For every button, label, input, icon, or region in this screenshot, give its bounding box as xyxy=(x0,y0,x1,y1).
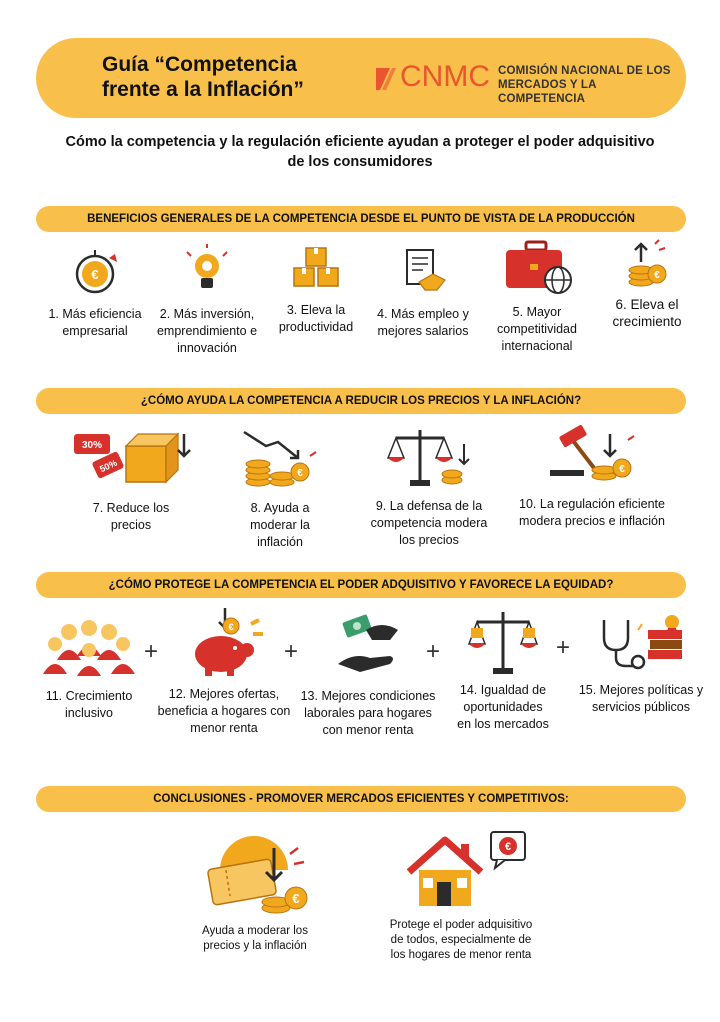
conclusion-label-1a: Ayuda a moderar los xyxy=(202,925,308,937)
logo-name xyxy=(498,64,674,106)
prices-label-9a: 9. La defensa de la xyxy=(375,499,483,513)
section-heading-prices: ¿CÓMO AYUDA LA COMPETENCIA A REDUCIR LOS PRECIOS Y LA INFLACIÓN? xyxy=(36,388,686,414)
plus-sign-4: + xyxy=(556,634,571,661)
benefit-label-4a: 4. Más empleo y xyxy=(377,307,469,321)
benefit-label-2a: 2. Más inversión, xyxy=(159,307,255,321)
conclusion-item-1 xyxy=(180,826,330,954)
header-banner xyxy=(36,38,686,118)
equity-label-15a: 15. Mejores políticas y xyxy=(578,683,704,697)
prices-label-8a: 8. Ayuda a xyxy=(250,501,310,515)
plus-sign-2: + xyxy=(284,638,299,665)
equity-label-14b: oportunidades xyxy=(463,700,543,714)
prices-label-7a: 7. Reduce los xyxy=(92,501,170,515)
benefit-label-5b: competitividad xyxy=(497,322,577,336)
svg-text:€: € xyxy=(619,464,625,475)
benefit-label-1a: 1. Más eficiencia xyxy=(48,307,142,321)
logo-name-line1: COMISIÓN NACIONAL DE LOS xyxy=(498,65,671,77)
plus-sign-3: + xyxy=(426,638,441,665)
prices-label-9c: los precios xyxy=(399,533,459,547)
equity-label-11b: inclusivo xyxy=(65,706,113,720)
benefit-label-3b: productividad xyxy=(278,320,354,334)
equity-item-13 xyxy=(298,612,441,739)
section-heading-conclusions: CONCLUSIONES - PROMOVER MERCADOS EFICIENTES Y COMPETITIVOS: xyxy=(36,786,686,812)
benefit-label-2c: innovación xyxy=(177,341,237,355)
benefit-item-2 xyxy=(148,244,266,357)
prices-item-7 xyxy=(56,426,206,534)
equity-label-15b: servicios públicos xyxy=(592,700,690,714)
svg-text:€: € xyxy=(297,468,303,479)
plus-sign-1: + xyxy=(144,638,159,665)
equity-item-15 xyxy=(574,610,708,716)
benefit-label-6a: 6. Eleva el xyxy=(615,297,679,312)
discount-tag-30: 30% xyxy=(81,440,103,451)
house-euro-icon xyxy=(391,826,531,912)
people-group-icon xyxy=(41,614,137,678)
ticket-coins-icon xyxy=(200,826,310,918)
svg-text:€: € xyxy=(654,270,660,281)
benefit-label-1b: empresarial xyxy=(62,324,128,338)
prices-label-10b: modera precios e inflación xyxy=(519,514,665,528)
handshake-contract-icon xyxy=(393,244,453,300)
svg-text:€: € xyxy=(504,841,512,853)
discount-box-icon xyxy=(66,426,196,490)
guide-title xyxy=(102,52,342,102)
coins-down-icon xyxy=(238,426,322,490)
section-heading-production: BENEFICIOS GENERALES DE LA COMPETENCIA DESDE EL PUNTO DE VISTA DE LA PRODUCCIÓN xyxy=(36,206,686,232)
prices-label-8b: moderar la xyxy=(250,518,310,532)
benefit-label-4b: mejores salarios xyxy=(377,324,469,338)
gavel-coins-icon xyxy=(544,424,640,484)
prices-label-9b: competencia modera xyxy=(370,516,488,530)
equity-label-12c: menor renta xyxy=(190,721,258,735)
benefit-label-5c: internacional xyxy=(501,339,573,353)
benefit-item-4 xyxy=(368,244,478,340)
equity-item-12 xyxy=(154,606,294,737)
piggy-bank-icon xyxy=(179,606,269,678)
section-heading-equity: ¿CÓMO PROTEGE LA COMPETENCIA EL PODER ADQUISITIVO Y FAVORECE LA EQUIDAD? xyxy=(36,572,686,598)
prices-item-8 xyxy=(224,426,336,551)
coins-up-icon xyxy=(617,236,677,292)
equity-label-13a: 13. Mejores condiciones xyxy=(300,689,436,703)
svg-text:€: € xyxy=(228,622,234,632)
benefit-item-6 xyxy=(592,236,702,330)
conclusion-label-2a: Protege el poder adquisitivo xyxy=(389,919,533,931)
stethoscope-books-icon xyxy=(594,610,688,670)
scale-coins-icon xyxy=(384,424,474,490)
svg-text:€: € xyxy=(292,891,300,906)
svg-text:€: € xyxy=(91,267,99,282)
cnmc-logo-mark-icon xyxy=(374,64,402,92)
conclusion-label-1b: precios y la inflación xyxy=(203,940,307,952)
subtitle-line1: Cómo la competencia y la regulación eficiente ayudan a proteger el poder adquisitivo xyxy=(65,134,655,150)
equity-label-14c: en los mercados xyxy=(457,717,549,731)
equity-item-14 xyxy=(440,606,566,733)
equity-label-13b: laborales para hogares xyxy=(304,706,432,720)
prices-label-10a: 10. La regulación eficiente xyxy=(519,497,665,511)
discount-tag-50: 50% xyxy=(98,457,119,475)
scale-shop-icon xyxy=(463,606,543,678)
benefit-item-3 xyxy=(262,240,370,336)
benefit-label-3a: 3. Eleva la xyxy=(286,303,346,317)
benefit-label-5a: 5. Mayor xyxy=(512,305,562,319)
benefit-item-5 xyxy=(482,238,592,355)
equity-label-11a: 11. Crecimiento xyxy=(45,689,133,703)
benefit-label-6b: crecimiento xyxy=(612,314,682,329)
conclusion-label-2c: los hogares de menor renta xyxy=(390,949,532,961)
briefcase-globe-icon xyxy=(500,238,574,300)
hands-money-icon xyxy=(330,612,406,678)
equity-item-11 xyxy=(30,614,148,722)
cnmc-logo xyxy=(374,60,674,105)
prices-item-10 xyxy=(504,424,680,530)
boxes-icon xyxy=(286,240,346,296)
conclusion-item-2 xyxy=(376,826,546,963)
equity-label-12b: beneficia a hogares con xyxy=(157,704,291,718)
prices-label-8c: inflación xyxy=(257,535,303,549)
conclusion-label-2b: de todos, especialmente de xyxy=(390,934,532,946)
equity-label-14a: 14. Igualdad de xyxy=(459,683,547,697)
subtitle xyxy=(40,132,680,172)
equity-label-12a: 12. Mejores ofertas, xyxy=(168,687,280,701)
benefit-item-1 xyxy=(30,244,160,340)
clock-coin-icon xyxy=(65,244,125,300)
logo-name-line2: MERCADOS Y LA COMPETENCIA xyxy=(498,79,597,105)
benefit-label-2b: emprendimiento e xyxy=(156,324,258,338)
guide-title-line2: frente a la Inflación” xyxy=(102,78,304,101)
subtitle-line2: de los consumidores xyxy=(287,154,433,170)
equity-label-13c: con menor renta xyxy=(322,723,414,737)
prices-label-7b: precios xyxy=(110,518,152,532)
logo-letters: CNMC xyxy=(400,60,490,93)
prices-item-9 xyxy=(364,424,494,549)
guide-title-line1: Guía “Competencia xyxy=(102,53,297,76)
lightbulb-gear-icon xyxy=(177,244,237,300)
